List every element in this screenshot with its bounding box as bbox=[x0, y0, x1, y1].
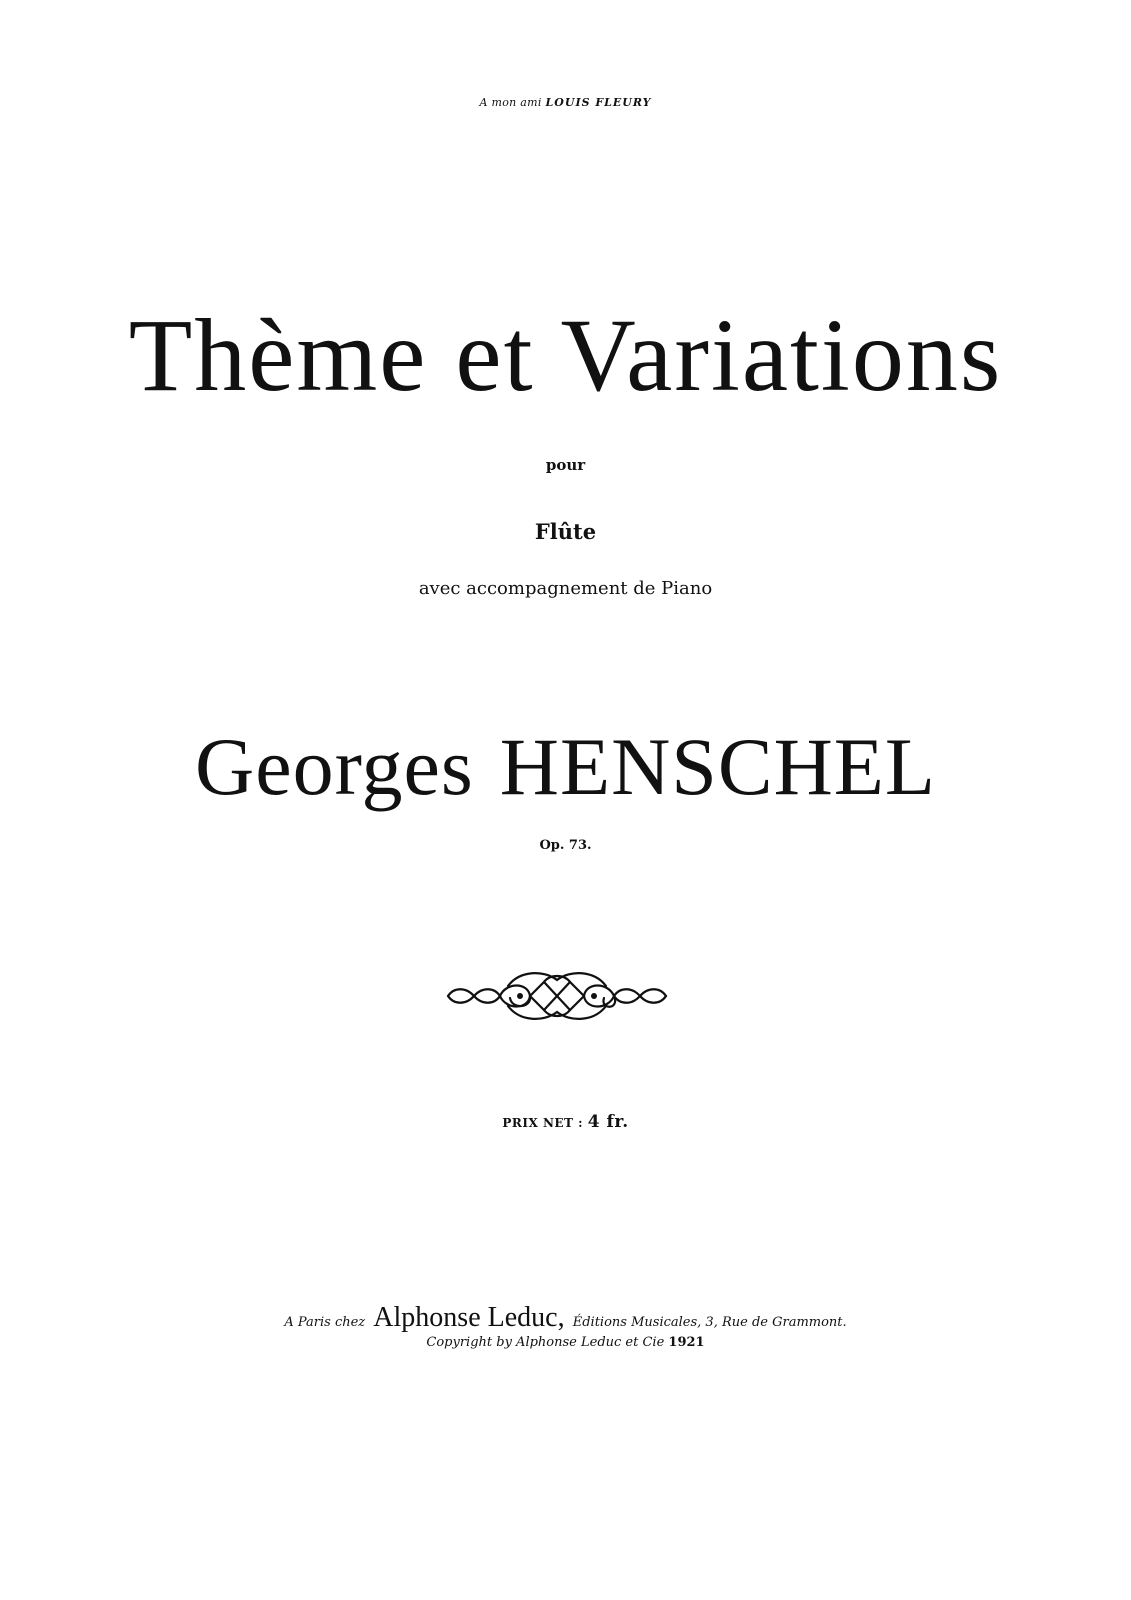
page-title: Thème et Variations bbox=[128, 298, 1003, 413]
composer-last-name: HENSCHEL bbox=[499, 721, 936, 812]
publisher-line bbox=[0, 1302, 1131, 1334]
copyright-text: Copyright by Alphonse Leduc et Cie bbox=[426, 1335, 665, 1350]
opus-number: Op. 73. bbox=[539, 838, 592, 853]
copyright-line bbox=[0, 1335, 1131, 1350]
dedication-prefix: A mon ami bbox=[479, 96, 542, 109]
price bbox=[0, 1112, 1131, 1132]
instrument-label: Flûte bbox=[534, 519, 597, 544]
copyright-year: 1921 bbox=[668, 1335, 705, 1350]
dedication bbox=[0, 96, 1131, 109]
publisher-address: Éditions Musicales, 3, Rue de Grammont. bbox=[572, 1315, 847, 1330]
composer-first-name: Georges bbox=[195, 721, 474, 812]
composer-name bbox=[0, 721, 1131, 812]
dedication-name: LOUIS FLEURY bbox=[545, 96, 652, 109]
publisher-prefix: A Paris chez bbox=[284, 1315, 366, 1330]
accompaniment-label: avec accompagnement de Piano bbox=[418, 578, 713, 599]
price-amount: 4 fr. bbox=[587, 1112, 629, 1132]
pour-label: pour bbox=[545, 456, 586, 474]
price-label: PRIX NET : bbox=[502, 1116, 584, 1130]
publisher-house: Alphonse Leduc, bbox=[373, 1302, 565, 1333]
scroll-flourish-icon bbox=[444, 968, 670, 1024]
